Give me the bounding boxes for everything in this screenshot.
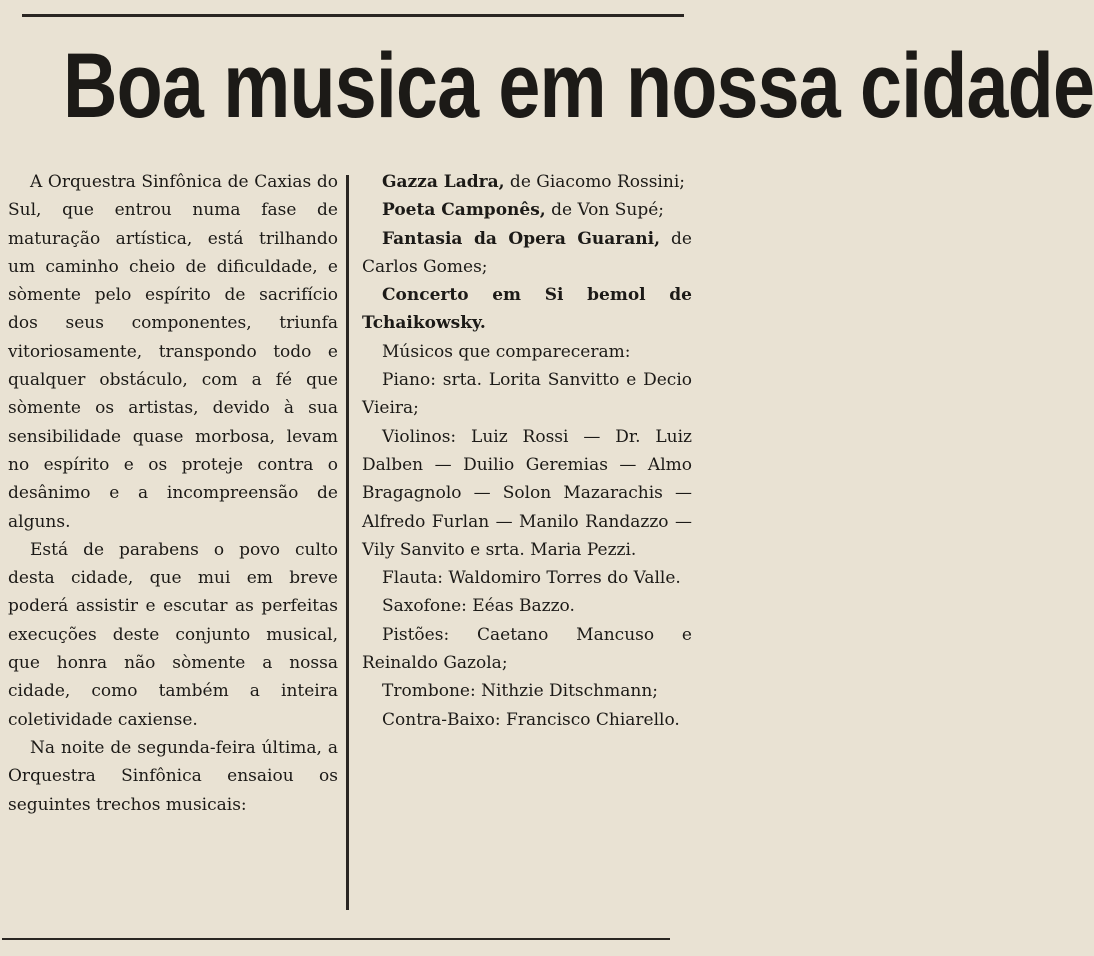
musician-entry: Pistões: Caetano Mancuso e Reinaldo Gazola; xyxy=(362,624,692,674)
article-paragraph: A Orquestra Sinfônica de Caxias do Sul, que entrou numa fase de maturação artística, está trilhando um caminho cheio de dificuldade, e sòmente pelo espírito de sacrifício dos seus componentes, triunfa vitoriosamente, transpondo todo e qualquer obstáculo, com a fé que sòmente os artistas, devido à sua sensibilidade quase morbosa, levam no espírito e os proteje contra o desânimo e a incompreensão de alguns. xyxy=(8,172,338,532)
bottom-rule xyxy=(2,938,670,940)
headline: Boa musica em nossa cidade xyxy=(63,35,1094,137)
musician-entry: Saxofone: Eéas Bazzo. xyxy=(382,596,575,617)
piece-entry xyxy=(362,225,692,282)
column-divider xyxy=(346,175,349,910)
piece-entry xyxy=(362,281,692,338)
piece-title: Gazza Ladra, xyxy=(382,172,505,192)
piece-title: Concerto em Si bemol de Tchaikowsky. xyxy=(362,285,692,334)
musician-entry: Piano: srta. Lorita Sanvitto e Decio Vieira; xyxy=(362,370,692,419)
top-rule xyxy=(22,14,684,17)
musician-entry: Flauta: Waldomiro Torres do Valle. xyxy=(382,568,681,589)
piece-title: Fantasia da Opera Guarani, xyxy=(382,228,661,249)
musician-entry: Trombone: Nithzie Ditschmann; xyxy=(382,681,659,702)
musicians-heading: Músicos que compareceram: xyxy=(382,341,631,362)
piece-entry xyxy=(362,196,692,224)
article-paragraph: Está de parabens o povo culto desta cidade, que mui em breve poderá assistir e escutar as perfeitas execuções deste conjunto musical, que honra não sòmente a nossa cidade, como também a inteira coletividade caxiense. xyxy=(8,539,338,730)
article-paragraph: Na noite de segunda-feira última, a Orquestra Sinfônica ensaiou os seguintes trechos musicais: xyxy=(8,737,338,815)
piece-composer: de Von Supé; xyxy=(545,200,665,221)
piece-composer: de Carlos Gomes; xyxy=(362,228,692,277)
piece-composer: de Giacomo Rossini; xyxy=(504,172,685,192)
musician-entry: Violinos: Luiz Rossi — Dr. Luiz Dalben — Duilio Geremias — Almo Bragagnolo — Solon Mazarachis — Alfredo Furlan — Manilo Randazzo — Vily Sanvito e srta. Maria Pezzi. xyxy=(362,426,692,560)
musician-entry: Contra-Baixo: Francisco Chiarello. xyxy=(382,709,680,730)
piece-entry xyxy=(362,168,692,196)
right-column xyxy=(362,168,692,734)
piece-title: Poeta Camponês, xyxy=(382,200,546,221)
left-column xyxy=(8,168,338,819)
